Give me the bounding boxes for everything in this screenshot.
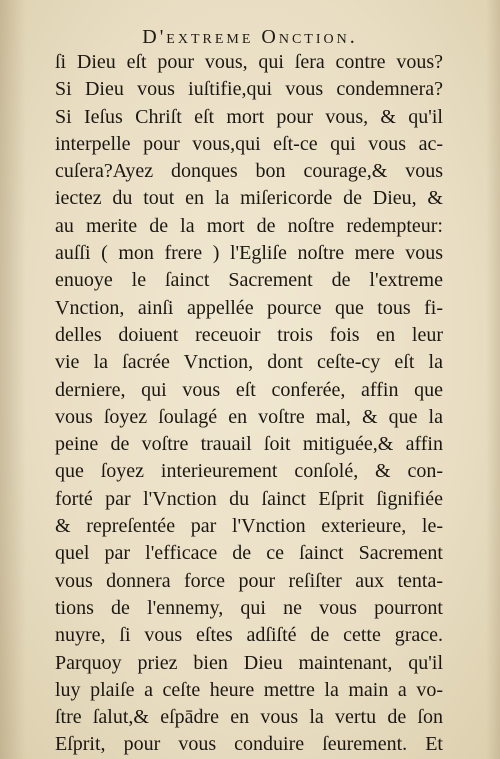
text-line: vous ſoyez ſoulagé en voſtre mal, & que la [55, 405, 443, 428]
text-line: nuyre, ſi vous eſtes adſiſté de cette grace. [55, 624, 443, 647]
running-head: D'extreme Onction. [142, 26, 358, 48]
text-line: iectez du tout en la miſericorde de Dieu, & [55, 187, 443, 210]
text-line: interpelle pour vous,qui eſt-ce qui vous ac- [55, 132, 443, 155]
text-line: que ſoyez interieurement conſolé, & con- [55, 460, 443, 483]
text-line: quel par l'efficace de ce ſainct Sacrement [55, 542, 443, 565]
text-line: Parquoy priez bien Dieu maintenant, qu'il [55, 651, 443, 674]
text-line: derniere, qui vous eſt conferée, affin que [55, 378, 443, 401]
text-line: luy plaiſe a ceſte heure mettre la main a vo- [55, 678, 443, 701]
text-line: auſſi ( mon frere ) l'Egliſe noſtre mere vous [55, 242, 443, 265]
text-line: delles doiuent receuoir trois fois en leur [55, 323, 443, 346]
text-line: Si Dieu vous iuſtifie,qui vous condemnera? [55, 78, 443, 101]
text-line: tions de l'ennemy, qui ne vous pourront [55, 596, 443, 619]
text-line: forté par l'Vnction du ſainct Eſprit ſignifiée [55, 487, 443, 510]
body-text [55, 49, 443, 759]
text-line: Vnction, ainſi appellée pource que tous fi- [55, 296, 443, 319]
text-line: vie la ſacrée Vnction, dont ceſte-cy eſt la [55, 351, 443, 374]
text-line: & repreſentée par l'Vnction exterieure, le- [55, 515, 443, 538]
text-line: Eſprit, pour vous conduire ſeurement. Et [55, 733, 443, 756]
text-line: enuoye le ſainct Sacrement de l'extreme [55, 269, 443, 292]
text-line: ſtre ſalut,& eſpādre en vous la vertu de ſon [55, 706, 443, 729]
text-line: Si Ieſus Chriſt eſt mort pour vous, & qu'il [55, 105, 443, 128]
text-line: au merite de la mort de noſtre redempteur: [55, 214, 443, 237]
text-line: ſi Dieu eſt pour vous, qui ſera contre vous? [55, 51, 443, 73]
text-line: vous donnera force pour reſiſter aux tenta- [55, 569, 443, 592]
text-line: cuſera?Ayez donques bon courage,& vous [55, 160, 443, 183]
text-line: peine de voſtre trauail ſoit mitiguée,& affin [55, 433, 443, 456]
